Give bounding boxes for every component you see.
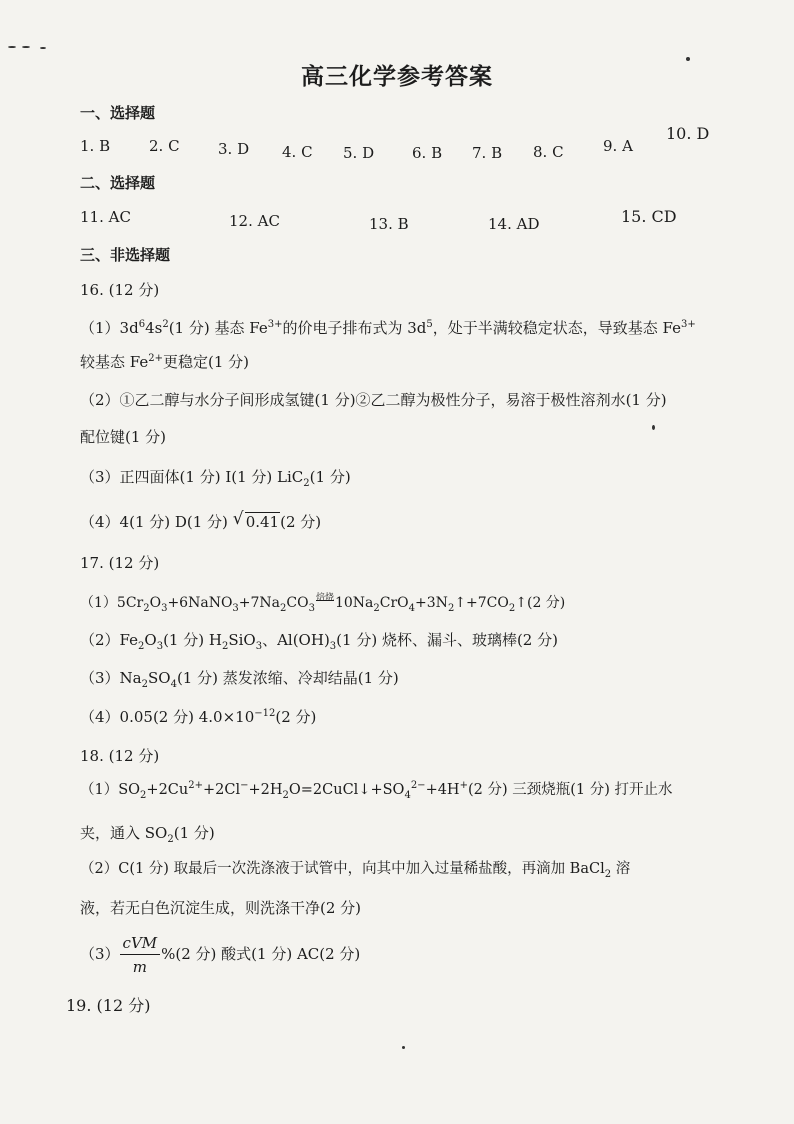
answer-item: 10. D xyxy=(666,124,710,143)
answer-item: 4. C xyxy=(282,143,313,161)
question-16-header: 16. (12 分) xyxy=(80,281,160,299)
q18-part1-line1: $(1)SO_2+2Cu^{2+}+2Cl^-+2H_2O=2CuCl↓+SO_4^{2-}+4H^+(2$ 分) 三颈烧瓶(1 分) 打开止水 xyxy=(80,780,673,801)
q18-part2-line1: （2）C(1 分) 取最后一次洗涤液于试管中，向其中加入过量稀盐酸，再滴加 BaCl$_2$ 溶 xyxy=(80,861,631,880)
page-title: 高三化学参考答案 xyxy=(301,63,493,90)
section-heading-choice-1: 一、选择题 xyxy=(80,104,156,122)
square-root: √ 0.41 xyxy=(232,509,280,531)
q17-part1-equation: $(1)5Cr_2O_3+6NaNO_3+7Na_2CO_3$ 焙烧 $10Na_2CrO_4+3N_2↑+7CO_2↑(2$ 分) xyxy=(80,593,566,614)
answer-item: 3. D xyxy=(218,140,250,158)
q16-part1-line1: $(1)3d^64s^2(1$ 分) 基态 $Fe^{3+}$的价电子排布式为 $3d^5$，处于半满较稳定状态，导致基态 $Fe^{3+}$ xyxy=(80,319,696,337)
q18-part2-line2: 液，若无白色沉淀生成，则洗涤干净(2 分) xyxy=(80,899,362,917)
answer-item: 1. B xyxy=(80,137,111,155)
answer-item: 14. AD xyxy=(488,215,540,233)
answer-item: 15. CD xyxy=(621,207,677,226)
fraction-cvm-over-m: $\frac{\text{cVM}}{m}$ xyxy=(120,933,161,977)
q18-part1-line2: 夹，通入 $SO_2(1$ 分) xyxy=(80,824,215,845)
answer-item: 11. AC xyxy=(80,208,131,226)
question-19-header: 19. (12 分) xyxy=(66,996,151,1015)
section-heading-choice-2: 二、选择题 xyxy=(80,174,156,192)
q16-part2-line2: 配位键(1 分) xyxy=(80,428,167,446)
scan-mark xyxy=(40,47,46,49)
scan-mark xyxy=(652,425,655,430)
q18-part3: （3） $\frac{\text{cVM}}{m}$ %(2 分) 酸式(1 分) AC(2 分) xyxy=(80,934,361,976)
answer-item: 6. B xyxy=(412,144,443,162)
q17-part3: $(3)Na_2SO_4(1$ 分) 蒸发浓缩、冷却结晶(1 分) xyxy=(80,669,399,690)
answer-item: 12. AC xyxy=(229,212,280,230)
q16-part3: （3）正四面体(1 分) I(1 分) LiC$_2$(1 分) xyxy=(80,468,351,489)
scan-mark xyxy=(22,46,30,48)
q16-part1-line2: 较基态 $Fe^{2+}$更稳定(1 分) xyxy=(80,353,250,371)
answer-item: 9. A xyxy=(603,137,633,155)
answer-item: 5. D xyxy=(343,144,375,162)
answer-item: 2. C xyxy=(149,137,180,155)
scan-mark xyxy=(8,46,16,48)
q17-part2: $(2)Fe_2O_3(1$ 分) $H_2SiO_3$、$Al(OH)_3(1$ 分) 烧杯、漏斗、玻璃棒(2 分) xyxy=(80,631,558,652)
q17-part4: （4）0.05(2 分) $4.0\times 10^{-12}(2$ 分) xyxy=(80,708,317,726)
answer-item: 7. B xyxy=(472,144,503,162)
question-17-header: 17. (12 分) xyxy=(80,554,160,572)
scan-mark xyxy=(402,1046,405,1049)
q16-part4: （4）4(1 分) D(1 分) √ 0.41(2 分) xyxy=(80,509,322,531)
section-heading-non-choice: 三、非选择题 xyxy=(80,246,171,264)
q16-part2-line1: （2）①乙二醇与水分子间形成氢键(1 分)②乙二醇为极性分子，易溶于极性溶剂水(1 分) xyxy=(80,391,667,409)
question-18-header: 18. (12 分) xyxy=(80,747,160,765)
answer-item: 8. C xyxy=(533,143,564,161)
reaction-condition: 焙烧 xyxy=(315,593,334,603)
answer-item: 13. B xyxy=(369,215,409,233)
